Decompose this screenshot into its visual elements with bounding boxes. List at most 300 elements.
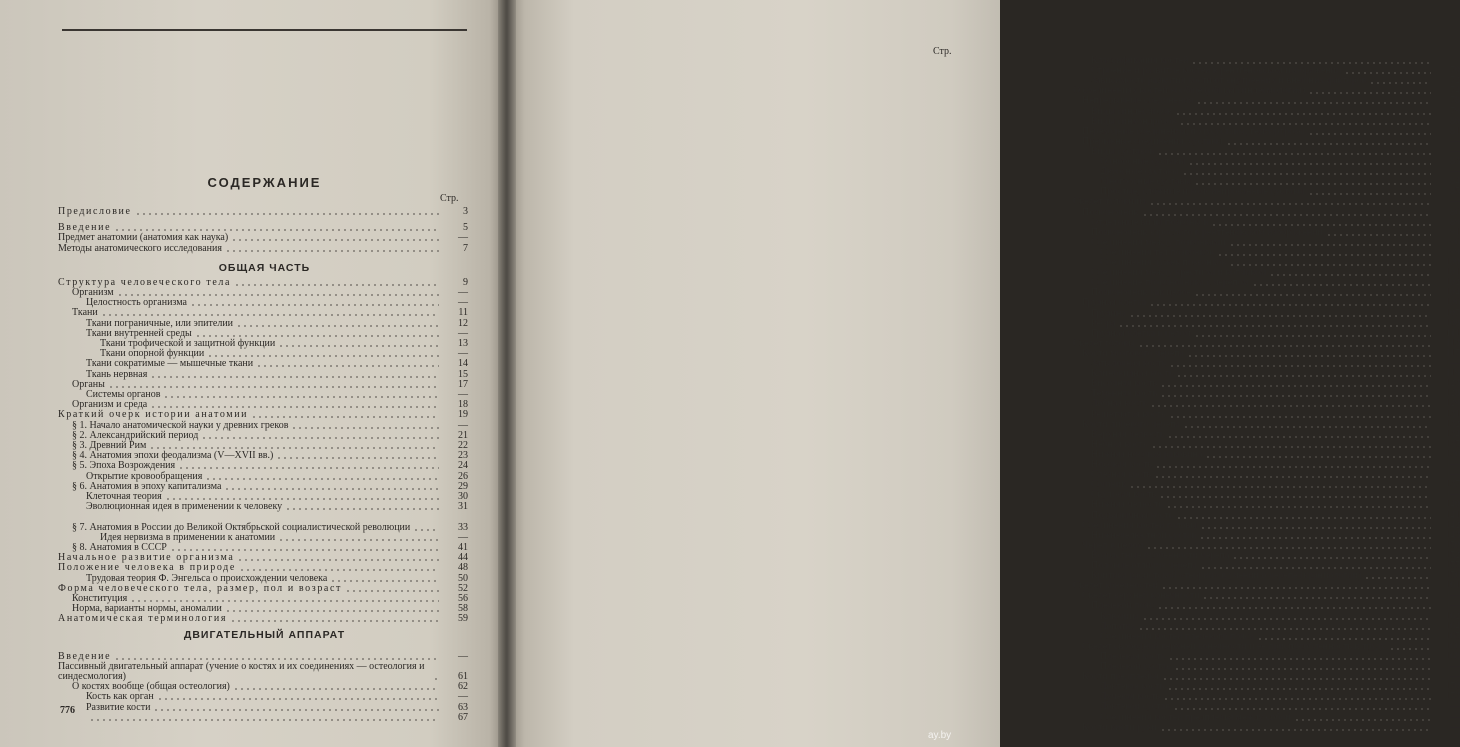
page-number: 776 <box>60 705 75 716</box>
leader-dots <box>231 239 439 241</box>
toc-entry-title: Позвоночник как целое <box>1091 287 1191 299</box>
toc-entry <box>86 370 468 380</box>
toc-entry <box>86 703 468 713</box>
toc-entry-title: Отдельные виды позвонков <box>1091 216 1209 228</box>
toc-entry-title: Классификация костей <box>1091 55 1189 66</box>
toc-entry-page: 78 <box>1450 95 1460 107</box>
page-column-label: Стр. <box>933 46 952 57</box>
leader-dots <box>1211 224 1431 226</box>
toc-entry-title: Носовая кость <box>1091 459 1153 470</box>
toc-entry-title: Виды синхондрозов <box>1091 115 1177 127</box>
toc-entry-page: 11 <box>458 307 468 319</box>
toc-entry-page: 150 <box>1445 539 1460 551</box>
leader-dots <box>1138 628 1431 630</box>
toc-entry-title: Позвоночник <box>1082 206 1139 218</box>
leader-dots <box>1205 456 1431 458</box>
toc-entry-title: Лучевая кость <box>1100 691 1161 703</box>
toc-entry-title: Ткани опорной функции <box>100 348 205 360</box>
leader-dots <box>149 447 439 449</box>
toc-entry-title: Предмет анатомии (анатомия как наука) <box>58 232 229 244</box>
leader-dots <box>150 376 439 378</box>
toc-entry-title: Скуловая кость <box>1091 489 1157 501</box>
leader-dots <box>285 508 439 510</box>
toc-entry-page: 84 <box>1450 176 1460 188</box>
toc-entry <box>1091 470 1460 480</box>
toc-entry-page: 72 <box>1450 75 1460 87</box>
leader-dots <box>1167 688 1431 690</box>
leader-dots <box>1364 577 1431 579</box>
toc-entry-title: Организм <box>72 287 114 298</box>
toc-entry-page: 113 <box>1445 337 1460 349</box>
leader-dots <box>1162 678 1431 680</box>
toc-entry-title: Соединения дужек позвонков <box>1100 257 1227 268</box>
leader-dots <box>1202 597 1431 599</box>
toc-entry-title: Одноосные суставы <box>1100 156 1186 167</box>
toc-entry-page: 50 <box>458 572 468 584</box>
toc-entry-page: 123 <box>1445 378 1460 390</box>
leader-dots <box>1146 547 1431 549</box>
leader-dots <box>1257 638 1431 640</box>
toc-entry <box>58 278 468 288</box>
toc-entry-title: Методы анатомического исследования <box>58 242 222 254</box>
toc-entry-title: Зависимость развития кости от внутренних и внешних факторов <box>1091 75 1367 87</box>
leader-dots <box>201 437 439 439</box>
toc-entry-title: § 2. Александрийский период <box>72 429 199 441</box>
toc-entry-page: — <box>1450 166 1460 178</box>
toc-entry-title: § 6. Анатомия в эпоху капитализма <box>72 480 222 492</box>
toc-entry-title: Положение человека в природе <box>58 562 236 574</box>
toc-entry-page: 91 <box>1450 226 1460 238</box>
toc-entry <box>58 233 468 243</box>
leader-dots <box>1179 123 1431 125</box>
toc-entry-title: Затылочная кость <box>1091 358 1166 369</box>
toc-entry-page: 29 <box>458 480 468 492</box>
toc-entry-page: 22 <box>458 440 468 451</box>
toc-entry-page: 31 <box>458 501 468 513</box>
toc-entry-page: 117 <box>1445 347 1460 359</box>
toc-entry-title: Соединения тел позвонков <box>1100 246 1214 258</box>
toc-entry-page: 173 <box>1445 691 1460 703</box>
leader-dots <box>1173 708 1431 710</box>
toc-entry-title: Слезная кость <box>1091 469 1152 481</box>
toc-entry-page: — <box>1450 469 1460 481</box>
toc-entry-page: 21 <box>458 429 468 441</box>
toc-entry-page: 12 <box>458 317 468 329</box>
toc-entry-title: Открытие кровообращения <box>86 470 203 482</box>
leader-dots <box>157 698 439 700</box>
toc-entry <box>1100 612 1460 622</box>
leader-dots <box>190 304 439 306</box>
toc-entry-title: § 3. Древний Рим <box>72 440 147 451</box>
toc-entry-title: Подъязычная кость <box>1091 509 1174 521</box>
toc-entry-title: Системы органов <box>86 389 161 400</box>
leader-dots <box>236 325 439 327</box>
leader-dots <box>114 658 439 660</box>
leader-dots <box>1191 62 1431 64</box>
leader-dots <box>1200 527 1431 529</box>
toc-entry-page: — <box>458 348 468 360</box>
toc-entry-title: Краткий очерк истории анатомии <box>58 409 249 421</box>
leader-dots <box>1344 72 1431 74</box>
toc-entry <box>1091 107 1460 117</box>
toc-entry <box>1091 601 1460 611</box>
toc-entry-page: 26 <box>458 470 468 482</box>
toc-entry-title: Развитие кости <box>86 701 151 713</box>
leader-dots <box>1167 436 1431 438</box>
toc-entry-page: 80 <box>1450 115 1460 127</box>
toc-entry-title: О костях вообще (общая остеология) <box>72 681 230 693</box>
toc-entry-title: Клиновидная кость <box>1091 368 1174 380</box>
toc-entry-title: Трудовая теория Ф. Энгельса о происхождении человека <box>86 572 328 584</box>
toc-entry <box>58 244 468 254</box>
toc-entry-title: Ткани пограничные, или эпителии <box>86 317 234 329</box>
leader-dots <box>1308 92 1431 94</box>
toc-entry-page: 119 <box>1445 368 1460 380</box>
toc-entry-title: Виды синдесмозов <box>1091 105 1172 117</box>
leader-dots <box>251 416 439 418</box>
toc-entry-page: 155 <box>1445 560 1460 571</box>
toc-entry-title: Многоосные суставы <box>1100 176 1191 188</box>
toc-entry-title: Соединения костей предплечья между собой <box>1100 711 1291 723</box>
toc-entry-page: 152 <box>1445 549 1460 561</box>
leader-dots <box>1194 294 1431 296</box>
leader-dots <box>1138 345 1431 347</box>
toc-entry-title: Анатомическая терминология <box>58 613 228 625</box>
toc-entry-title: Грудина <box>1091 307 1126 319</box>
toc-entry-page: 17 <box>458 378 468 390</box>
leader-dots <box>1154 476 1431 478</box>
toc-entry-page: 102 <box>1445 277 1460 289</box>
toc-entry-page: 7 <box>463 242 468 254</box>
toc-entry-page: 83 <box>1450 156 1460 167</box>
toc-entry-page: 162 <box>1445 610 1460 622</box>
toc-entry-page: 62 <box>458 681 468 693</box>
toc-entry-page: 85 <box>1450 186 1460 198</box>
toc-entry-page: 89 <box>1450 216 1460 228</box>
leader-dots <box>1118 325 1431 327</box>
leader-dots <box>1159 496 1431 498</box>
leader-dots <box>433 678 439 680</box>
left-page <box>0 0 505 747</box>
toc-entry-title: Скелет свободной верхней конечности и ее приспособленность к труду <box>1082 640 1386 652</box>
toc-entry <box>1091 500 1460 510</box>
leader-dots <box>1129 315 1431 317</box>
toc-entry-page: 48 <box>458 562 468 574</box>
leader-dots <box>1157 153 1431 155</box>
leader-dots <box>170 549 439 551</box>
toc-entry-title: Виды суставов <box>1091 145 1155 157</box>
leader-dots <box>1326 234 1431 236</box>
leader-dots <box>1174 668 1431 670</box>
leader-dots <box>1149 203 1431 205</box>
leader-dots <box>1187 355 1431 357</box>
toc-entry-title: Решетчатая кость <box>1091 408 1166 420</box>
leader-dots <box>1129 486 1431 488</box>
toc-entry-page: 164 <box>1445 620 1460 632</box>
leader-dots <box>1308 133 1431 135</box>
toc-entry-page: 13 <box>458 338 468 349</box>
toc-entry-title: Череп в целом <box>1082 539 1144 551</box>
toc-entry-title: Сошник <box>1091 479 1126 491</box>
toc-entry-page: 58 <box>458 603 468 615</box>
toc-heading: СОДЕРЖАНИЕ <box>207 175 322 190</box>
toc-entry-title: Клеточная теория <box>86 491 162 502</box>
leader-dots <box>230 620 439 622</box>
toc-entry-title: Плечевая кость <box>1100 650 1165 662</box>
toc-entry-page: — <box>1450 196 1460 208</box>
leader-dots <box>1142 214 1431 216</box>
toc-entry-title: Целостность организма <box>86 297 187 309</box>
leader-dots <box>150 406 439 408</box>
leader-dots <box>1217 254 1431 256</box>
toc-entry-title: Начальное развитие организма <box>58 552 235 564</box>
leader-dots <box>1161 587 1431 589</box>
leader-dots <box>1166 506 1431 508</box>
toc-entry-title: Локтевая кость <box>1100 681 1165 693</box>
leader-dots <box>239 569 439 571</box>
toc-entry-page: 70 <box>1450 65 1460 77</box>
leader-dots <box>178 467 439 469</box>
toc-entry-title: Ткани трофической и защитной функции <box>100 338 276 349</box>
toc-entry <box>58 410 468 420</box>
toc-entry-title: Ткани <box>72 307 98 319</box>
toc-entry-title: Лопатка <box>1100 620 1135 632</box>
leader-dots <box>291 427 439 429</box>
book-gutter <box>498 0 516 747</box>
toc-entry-title: Простые, сложные и комбинированные суставы <box>1100 186 1305 198</box>
leader-dots <box>1269 274 1431 276</box>
page-column-label: Стр. <box>440 193 459 204</box>
toc-entry-title: Переходные соединения, полусуставы, гемиартрозы <box>1082 125 1305 137</box>
toc-entry-page: 44 <box>458 552 468 564</box>
leader-dots <box>225 250 439 252</box>
toc-entry-page: 52 <box>458 582 468 594</box>
leader-dots <box>1182 173 1431 175</box>
toc-entry-title: Ключица <box>1100 610 1139 622</box>
toc-entry-title: Нижняя носовая раковина <box>1091 448 1203 460</box>
toc-entry-page: 111 <box>1445 327 1460 339</box>
toc-entry-page: 136 <box>1445 448 1460 460</box>
leader-dots <box>195 335 439 337</box>
leader-dots <box>413 529 439 531</box>
toc-entry-page: 168 <box>1445 650 1460 662</box>
leader-dots <box>1194 183 1431 185</box>
toc-entry-page: — <box>1450 711 1460 723</box>
toc-entry <box>86 298 468 308</box>
toc-entry-title: § 1. Начало анатомической науки у древних греков <box>72 419 289 431</box>
toc-entry-page: 33 <box>458 521 468 533</box>
leader-dots <box>330 580 439 582</box>
toc-entry <box>1091 531 1460 541</box>
toc-entry-page: 86 <box>1450 206 1460 218</box>
toc-entry-title: Верхняя челюсть <box>1091 428 1165 440</box>
toc-entry-page: 142 <box>1445 519 1460 531</box>
toc-entry-title: Двуосные суставы <box>1100 166 1179 178</box>
toc-entry-title: Соединения между позвонками <box>1091 236 1226 248</box>
toc-entry-page: 101 <box>1445 267 1460 279</box>
toc-entry-page: 74 <box>1450 85 1460 97</box>
toc-entry-title: Соединения между крестцом и копчиком <box>1091 267 1267 279</box>
toc-entry-title: Прерывные соединения, суставы <box>1082 135 1223 147</box>
toc-entry <box>58 207 468 217</box>
leader-dots <box>1160 729 1431 731</box>
toc-entry-page: 67 <box>458 711 468 723</box>
leader-dots <box>1142 618 1431 620</box>
leader-dots <box>256 365 439 367</box>
toc-entry-page: — <box>458 389 468 400</box>
toc-entry-title: Грудная клетка <box>1082 297 1147 309</box>
toc-entry <box>1073 197 1460 207</box>
toc-entry-page: 63 <box>458 701 468 713</box>
toc-entry-page: 5 <box>463 222 468 234</box>
toc-entry-title: Критика расистской «теории» в учении о черепе (краниологии) <box>1091 570 1362 582</box>
toc-entry-page: 132 <box>1445 418 1460 430</box>
toc-entry <box>72 308 468 318</box>
toc-entry-page: 128 <box>1445 388 1460 400</box>
leader-dots <box>1188 163 1431 165</box>
toc-entry-page: — <box>1450 701 1460 713</box>
toc-entry-page: 108 <box>1445 317 1460 329</box>
toc-entry-page: 140 <box>1445 499 1460 511</box>
toc-entry-page: — <box>458 297 468 309</box>
toc-entry-page: — <box>1450 145 1460 157</box>
leader-dots <box>1176 375 1431 377</box>
toc-entry-title: Плечевой сустав <box>1100 661 1171 672</box>
toc-entry-title: Непрерывные соединения <box>1082 95 1194 107</box>
toc-entry-title: Теменная кость <box>1091 388 1158 400</box>
toc-entry-page: — <box>458 232 468 244</box>
toc-entry-title: Пассивный двигательный аппарат (учение о костях и их соединениях — остеология и синдесмология) <box>58 661 425 683</box>
toc-entry-title: Кости кисти руки <box>1082 721 1158 733</box>
leader-dots <box>233 688 439 690</box>
toc-entry-page: 59 <box>458 613 468 625</box>
toc-entry-page: 141 <box>1445 509 1460 521</box>
leader-dots <box>1169 416 1431 418</box>
toc-entry-title: Норма, варианты нормы, аномалии <box>72 603 222 615</box>
toc-entry <box>1100 187 1460 197</box>
toc-entry <box>1082 723 1460 733</box>
toc-entry-page: 106 <box>1445 297 1460 309</box>
leader-dots <box>1169 365 1431 367</box>
toc-entry <box>1100 702 1460 712</box>
toc-entry <box>1100 713 1460 723</box>
leader-dots <box>1163 698 1431 700</box>
toc-entry-page: 14 <box>458 358 468 370</box>
leader-dots <box>224 488 439 490</box>
toc-entry-page: 15 <box>458 368 468 380</box>
leader-dots <box>1175 113 1431 115</box>
toc-entry <box>1082 208 1460 218</box>
toc-entry <box>1082 96 1460 106</box>
toc-entry <box>1091 410 1460 420</box>
toc-entry-page: 161 <box>1445 580 1460 592</box>
leader-dots <box>165 498 439 500</box>
leader-dots <box>1168 658 1431 660</box>
leader-dots <box>1389 648 1431 650</box>
leader-dots <box>1369 82 1431 84</box>
toc-entry-title: Височная кость <box>1091 378 1158 390</box>
toc-entry-page: — <box>458 419 468 431</box>
toc-entry-page: 143 <box>1445 529 1460 541</box>
toc-entry-title: Структура человеческого тела <box>58 276 232 288</box>
toc-entry-page: — <box>1450 721 1460 733</box>
leader-dots <box>276 457 439 459</box>
toc-entry-title: Кости лицевого черепа <box>1082 418 1180 430</box>
toc-entry-title: Скелет верхней конечности <box>1082 590 1200 602</box>
toc-entry-page: — <box>1450 600 1460 612</box>
watermark: ay.by <box>928 730 952 741</box>
toc-entry-page: 100 <box>1445 257 1460 268</box>
toc-entry-page: — <box>458 691 468 703</box>
toc-entry-page: 96 <box>1450 236 1460 248</box>
toc-entry-page: 170 <box>1445 681 1460 693</box>
leader-dots <box>1157 607 1431 609</box>
toc-entry-page: — <box>1450 489 1460 501</box>
toc-entry <box>1091 399 1460 409</box>
leader-dots <box>89 719 439 721</box>
leader-dots <box>101 314 439 316</box>
toc-entry-title: Форма человеческого тела, размер, пол и возраст <box>58 582 342 594</box>
toc-entry-page: 18 <box>458 399 468 411</box>
header-rule <box>62 29 467 31</box>
toc-entry-title: Кость как орган <box>86 691 154 703</box>
toc-entry-page: 104 <box>1445 287 1460 299</box>
toc-entry-page: — <box>458 287 468 298</box>
toc-entry-title: Кости предплечья <box>1082 671 1159 683</box>
toc-entry-title: § 5. Эпоха Возрождения <box>72 460 176 472</box>
toc-entry-page: 19 <box>458 409 468 421</box>
toc-entry <box>86 713 468 723</box>
toc-entry-title: Введение <box>58 650 112 662</box>
toc-entry-page: — <box>1450 661 1460 672</box>
leader-dots <box>1232 557 1431 559</box>
leader-dots <box>1196 102 1431 104</box>
toc-entry-page: 79 <box>1450 105 1460 117</box>
toc-entry-page: 134 <box>1445 428 1460 440</box>
leader-dots <box>1200 567 1431 569</box>
leader-dots <box>153 709 439 711</box>
toc-entry-page: — <box>1450 459 1460 470</box>
right-page <box>505 0 1460 747</box>
toc-entry-page: 129 <box>1445 398 1460 410</box>
toc-entry-title: Конституция <box>72 593 128 604</box>
toc-entry-page: 137 <box>1445 479 1460 491</box>
toc-entry-title: Соединение позвоночника с черепом <box>1091 277 1249 289</box>
leader-dots <box>1151 446 1431 448</box>
toc-entry <box>1091 309 1460 319</box>
leader-dots <box>225 610 439 612</box>
leader-dots <box>345 590 439 592</box>
toc-entry <box>72 461 468 471</box>
toc-entry <box>86 692 468 702</box>
toc-entry-title: Кости мозгового черепа <box>1082 347 1184 359</box>
toc-entry-title: Грудная клетка в целом <box>1091 327 1191 339</box>
toc-entry-title: Соединения костей головы <box>1082 519 1197 531</box>
toc-entry <box>58 652 468 662</box>
toc-entry <box>86 502 468 512</box>
leader-dots <box>278 539 439 541</box>
toc-entry-page: — <box>1450 671 1460 683</box>
toc-entry-page: 81 <box>1450 125 1460 137</box>
toc-entry-title: Ткань нервная <box>86 368 148 380</box>
toc-entry-title: Эволюционная идея в применении к человеку <box>86 501 283 513</box>
toc-entry-title: Позвоночник взрослого в рентгеновском изображении <box>1091 226 1323 238</box>
toc-entry-page: 156 <box>1445 570 1460 582</box>
leader-dots <box>1194 335 1431 337</box>
leader-dots <box>1150 405 1431 407</box>
leader-dots <box>207 355 439 357</box>
toc-entry-title: Плечевой пояс <box>1091 600 1154 612</box>
